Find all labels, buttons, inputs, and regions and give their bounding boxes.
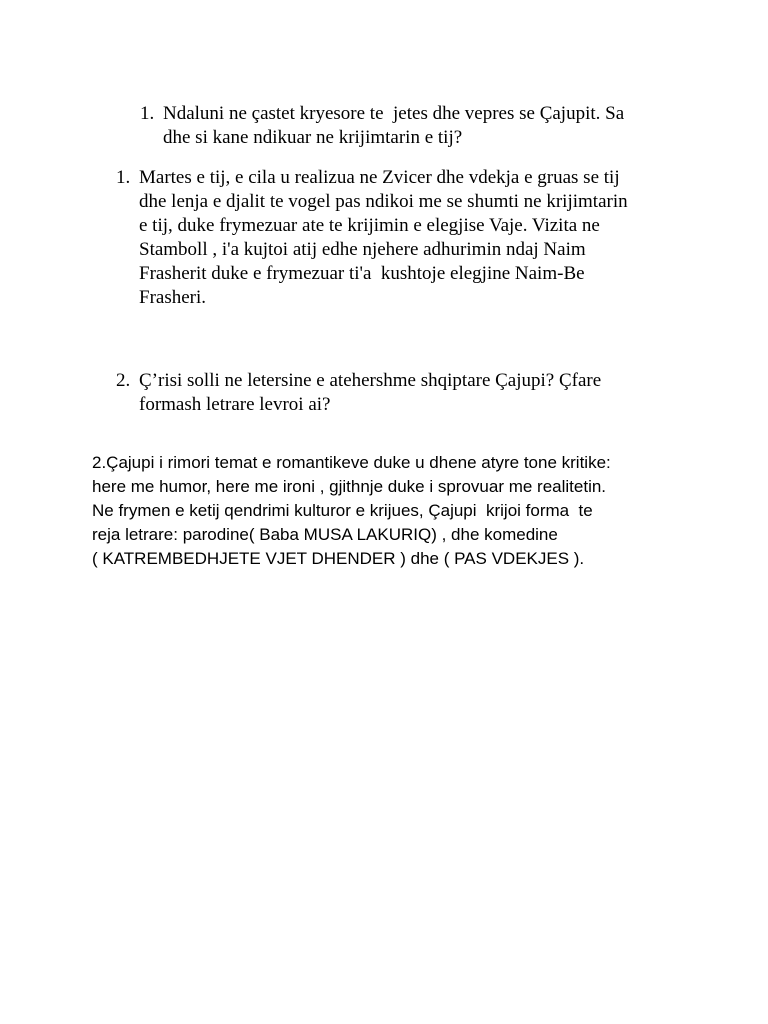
question-2 — [116, 369, 736, 417]
answer-2-line: ( KATREMBEDHJETE VJET DHENDER ) dhe ( PAS VDEKJES ). — [92, 549, 585, 568]
answer-2-line: reja letrare: parodine( Baba MUSA LAKURIQ) , dhe komedine — [92, 525, 558, 544]
answer-1-line: Frasheri. — [139, 287, 207, 308]
answer-2-line: here me humor, here me ironi , gjithnje duke i sprovuar me realitetin. — [92, 477, 607, 496]
question-1-line: Ndaluni ne çastet kryesore te jetes dhe vepres se Çajupit. Sa — [163, 103, 625, 124]
question-2-line: formash letrare levroi ai? — [139, 394, 331, 415]
question-2-number: 2. — [116, 370, 131, 391]
question-1-line: dhe si kane ndikuar ne krijimtarin e tij? — [163, 127, 463, 148]
answer-1-line: Stamboll , i'a kujtoi atij edhe njehere adhurimin ndaj Naim — [139, 239, 586, 260]
answer-2-line: 2.Çajupi i rimori temat e romantikeve duke u dhene atyre tone kritike: — [92, 453, 611, 472]
question-1-number: 1. — [140, 103, 155, 124]
answer-1-line: e tij, duke frymezuar ate te krijimin e elegjise Vaje. Vizita ne — [139, 215, 600, 236]
answer-1-line: Frasherit duke e frymezuar ti'a kushtoje elegjine Naim-Be — [139, 263, 585, 284]
answer-2 — [92, 451, 752, 571]
answer-1 — [116, 166, 736, 310]
answer-1-line: Martes e tij, e cila u realizua ne Zvicer dhe vdekja e gruas se tij — [139, 167, 620, 188]
answer-1-line: dhe lenja e djalit te vogel pas ndikoi me se shumti ne krijimtarin — [139, 191, 628, 212]
answer-2-line: Ne frymen e ketij qendrimi kulturor e krijues, Çajupi krijoi forma te — [92, 501, 593, 520]
question-2-line: Ç’risi solli ne letersine e atehershme shqiptare Çajupi? Çfare — [139, 370, 602, 391]
answer-1-number: 1. — [116, 167, 131, 188]
question-1 — [140, 102, 740, 150]
